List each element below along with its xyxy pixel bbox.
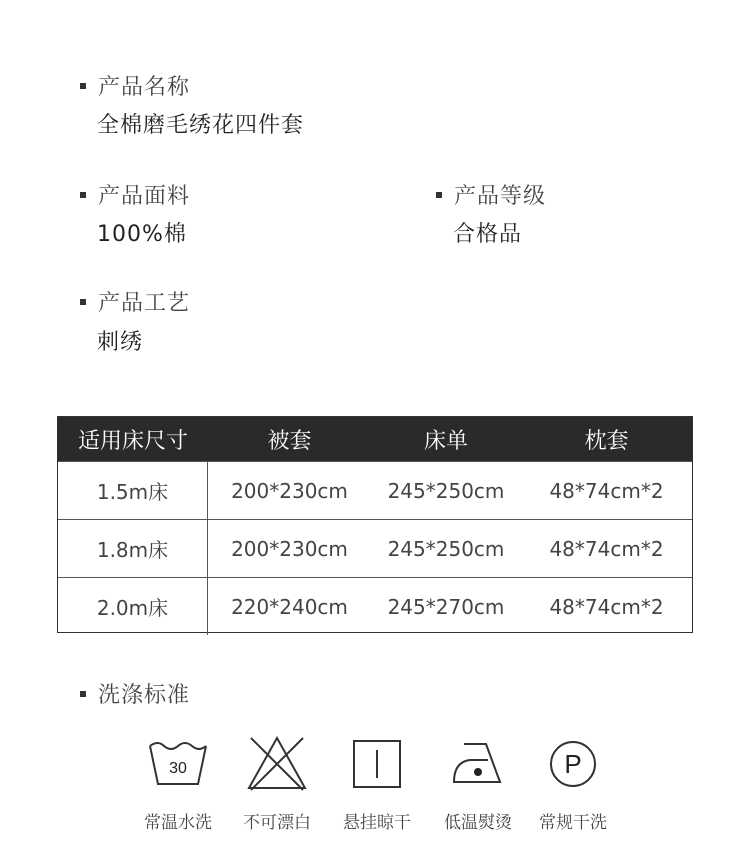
product-grade-value: 合格品: [453, 222, 523, 247]
care-item-low-iron: [433, 738, 523, 833]
care-label: 不可漂白: [243, 813, 311, 833]
care-item-dry-clean: [528, 738, 618, 833]
header-bed-sheet: 床单: [423, 428, 468, 454]
table-row: [58, 577, 692, 635]
product-fabric-label: 产品面料: [98, 184, 191, 209]
cell-duvet-cover: 220*240cm: [231, 594, 348, 619]
size-table-header: [58, 417, 692, 461]
cell-bed-sheet: 245*250cm: [387, 478, 505, 503]
care-label: 常温水洗: [144, 813, 212, 833]
washing-heading: [80, 678, 190, 709]
svg-text:30: 30: [169, 760, 187, 777]
cell-bed-size: 1.5m床: [58, 462, 208, 519]
cell-bed-size: 2.0m床: [58, 578, 208, 635]
cell-bed-sheet: 245*250cm: [387, 536, 505, 561]
bullet-dot: [80, 691, 86, 697]
care-label: 悬挂晾干: [343, 813, 411, 833]
wash-30-icon: [146, 738, 210, 790]
no-bleach-icon: [245, 738, 309, 790]
product-fabric-value: 100%棉: [97, 222, 187, 247]
cell-pillowcase: 48*74cm*2: [549, 594, 664, 619]
care-label: 低温熨烫: [444, 813, 512, 833]
cell-duvet-cover: 200*230cm: [231, 478, 348, 503]
product-craft-label: 产品工艺: [98, 291, 191, 316]
cell-bed-size: 1.8m床: [58, 520, 208, 577]
cell-pillowcase: 48*74cm*2: [549, 536, 664, 561]
header-duvet-cover: 被套: [267, 428, 312, 454]
svg-text:P: P: [564, 749, 582, 779]
size-table: [57, 416, 693, 633]
product-grade-heading: [436, 179, 546, 210]
hang-dry-icon: [345, 738, 409, 790]
washing-title: 洗涤标准: [98, 683, 191, 708]
table-row: [58, 461, 692, 519]
product-grade-label: 产品等级: [454, 184, 547, 209]
product-name-label: 产品名称: [98, 75, 191, 100]
low-iron-icon: [446, 738, 510, 790]
care-item-wash: [133, 738, 223, 833]
bullet-dot: [80, 192, 86, 198]
header-bed-size: 适用床尺寸: [77, 428, 188, 454]
product-name-heading: [80, 70, 190, 101]
product-fabric-heading: [80, 179, 190, 210]
bullet-dot: [80, 83, 86, 89]
care-label: 常规干洗: [539, 813, 607, 833]
dry-clean-p-icon: [541, 738, 605, 790]
table-row: [58, 519, 692, 577]
cell-bed-sheet: 245*270cm: [387, 594, 505, 619]
bullet-dot: [80, 299, 86, 305]
header-pillowcase: 枕套: [584, 428, 629, 454]
product-craft-heading: [80, 286, 190, 317]
bullet-dot: [436, 192, 442, 198]
product-craft-value: 刺绣: [97, 330, 144, 355]
care-item-hang-dry: [332, 738, 422, 833]
cell-pillowcase: 48*74cm*2: [549, 478, 664, 503]
cell-duvet-cover: 200*230cm: [231, 536, 348, 561]
care-item-no-bleach: [232, 738, 322, 833]
product-name-value: 全棉磨毛绣花四件套: [97, 113, 305, 138]
